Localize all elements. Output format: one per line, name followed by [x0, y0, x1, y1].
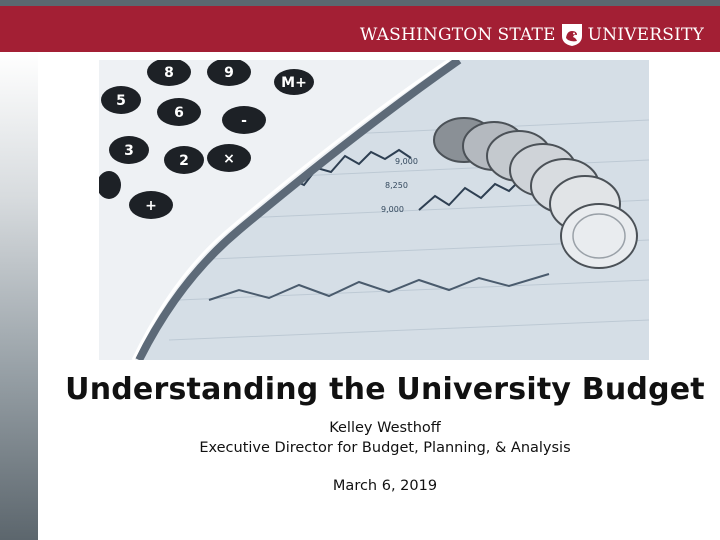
calc-key: 9 — [224, 65, 234, 81]
slide-title: Understanding the University Budget — [65, 372, 705, 407]
header-bar — [0, 6, 720, 52]
calc-key: 6 — [174, 105, 184, 121]
presenter-name: Kelley Westhoff — [329, 420, 441, 436]
calc-key: 8 — [164, 65, 174, 81]
brand-university: UNIVERSITY — [587, 25, 704, 45]
chart-label: 9,000 — [381, 205, 404, 214]
calc-key: 5 — [116, 93, 126, 109]
hero-image — [99, 60, 649, 360]
brand-state: STATE — [497, 25, 556, 45]
chart-label: 8,250 — [385, 181, 408, 190]
calc-key: + — [145, 198, 157, 214]
calc-key: 3 — [124, 143, 134, 159]
calc-key: 2 — [179, 153, 189, 169]
calc-key: M+ — [281, 75, 307, 91]
presenter-role: Executive Director for Budget, Planning, & Analysis — [199, 440, 571, 456]
presentation-date: March 6, 2019 — [332, 478, 438, 494]
calc-key: × — [223, 151, 235, 167]
cougar-seal-icon — [561, 23, 583, 47]
calc-key: - — [241, 113, 247, 129]
left-gradient-band — [0, 52, 38, 540]
brand-washington: WASHINGTON — [359, 25, 493, 45]
chart-label: 9,000 — [395, 157, 418, 166]
wsu-logo — [360, 18, 704, 52]
